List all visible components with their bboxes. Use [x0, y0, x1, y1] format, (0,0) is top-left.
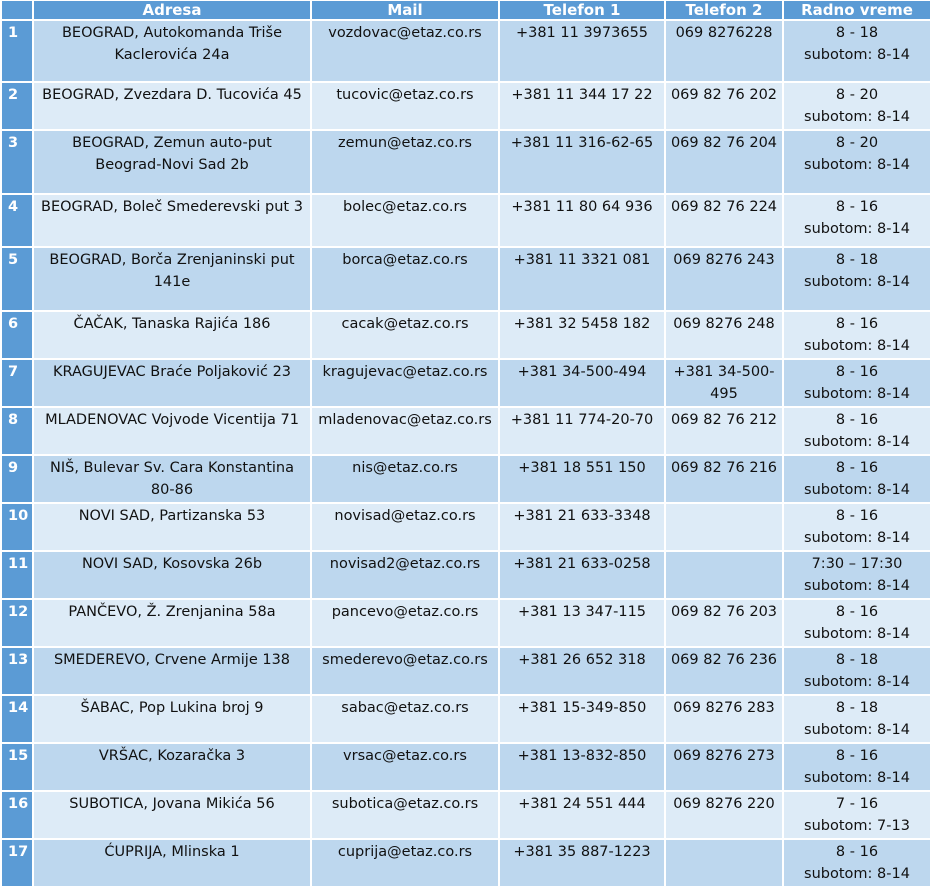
table-row [2, 83, 930, 129]
weekday-hours: 8 - 16 [835, 199, 879, 215]
row-number: 9 [2, 456, 32, 502]
saturday-hours: subotom: 8-14 [804, 386, 910, 402]
phone2-cell: 069 8276 283 [666, 696, 782, 742]
table-row [2, 21, 930, 81]
weekday-hours: 8 - 20 [835, 135, 879, 151]
mail-cell: mladenovac@etaz.co.rs [312, 408, 498, 454]
hours-cell [784, 195, 930, 246]
phone2-cell [666, 840, 782, 886]
address-cell: SUBOTICA, Jovana Mikića 56 [34, 792, 310, 838]
header-address: Adresa [34, 1, 310, 19]
phone2-cell: 069 82 76 202 [666, 83, 782, 129]
saturday-hours: subotom: 8-14 [804, 157, 910, 173]
mail-cell: subotica@etaz.co.rs [312, 792, 498, 838]
row-number: 8 [2, 408, 32, 454]
phone2-cell: 069 8276 273 [666, 744, 782, 790]
mail-cell: zemun@etaz.co.rs [312, 131, 498, 193]
header-mail: Mail [312, 1, 498, 19]
mail-cell: tucovic@etaz.co.rs [312, 83, 498, 129]
saturday-hours: subotom: 8-14 [804, 274, 910, 290]
mail-cell: vozdovac@etaz.co.rs [312, 21, 498, 81]
phone2-cell: 069 82 76 203 [666, 600, 782, 646]
saturday-hours: subotom: 8-14 [804, 866, 910, 882]
saturday-hours: subotom: 8-14 [804, 626, 910, 642]
address-cell: ĆUPRIJA, Mlinska 1 [34, 840, 310, 886]
header-row [2, 1, 930, 19]
phone1-cell: +381 32 5458 182 [500, 312, 664, 358]
header-tel1: Telefon 1 [500, 1, 664, 19]
mail-cell: vrsac@etaz.co.rs [312, 744, 498, 790]
table-row [2, 312, 930, 358]
phone1-cell: +381 13-832-850 [500, 744, 664, 790]
row-number: 13 [2, 648, 32, 694]
row-number: 6 [2, 312, 32, 358]
saturday-hours: subotom: 8-14 [804, 674, 910, 690]
phone2-cell: 069 82 76 224 [666, 195, 782, 246]
phone2-cell: 069 8276228 [666, 21, 782, 81]
table-row [2, 600, 930, 646]
phone1-cell: +381 26 652 318 [500, 648, 664, 694]
phone2-cell: 069 8276 243 [666, 248, 782, 310]
phone1-cell: +381 11 774-20-70 [500, 408, 664, 454]
hours-cell [784, 131, 930, 193]
saturday-hours: subotom: 8-14 [804, 338, 910, 354]
hours-cell [784, 840, 930, 886]
hours-cell [784, 248, 930, 310]
header-hours: Radno vreme [784, 1, 930, 19]
saturday-hours: subotom: 8-14 [804, 722, 910, 738]
address-cell: NOVI SAD, Partizanska 53 [34, 504, 310, 550]
phone1-cell: +381 24 551 444 [500, 792, 664, 838]
weekday-hours: 7:30 – 17:30 [811, 556, 903, 572]
weekday-hours: 8 - 16 [835, 508, 879, 524]
phone1-cell: +381 11 344 17 22 [500, 83, 664, 129]
mail-cell: borca@etaz.co.rs [312, 248, 498, 310]
weekday-hours: 8 - 20 [835, 87, 879, 103]
weekday-hours: 8 - 16 [835, 364, 879, 380]
phone1-cell: +381 11 80 64 936 [500, 195, 664, 246]
row-number: 17 [2, 840, 32, 886]
phone2-cell: 069 82 76 216 [666, 456, 782, 502]
row-number: 16 [2, 792, 32, 838]
phone2-cell: +381 34-500-495 [666, 360, 782, 406]
table-row [2, 131, 930, 193]
saturday-hours: subotom: 8-14 [804, 770, 910, 786]
address-cell: BEOGRAD, Borča Zrenjaninski put 141e [34, 248, 310, 310]
saturday-hours: subotom: 8-14 [804, 434, 910, 450]
phone1-cell: +381 11 3973655 [500, 21, 664, 81]
address-cell: KRAGUJEVAC Braće Poljaković 23 [34, 360, 310, 406]
hours-cell [784, 83, 930, 129]
hours-cell [784, 600, 930, 646]
row-number: 1 [2, 21, 32, 81]
address-cell: NOVI SAD, Kosovska 26b [34, 552, 310, 598]
table-row [2, 552, 930, 598]
phone1-cell: +381 21 633-3348 [500, 504, 664, 550]
table-row [2, 696, 930, 742]
address-cell: ČAČAK, Tanaska Rajića 186 [34, 312, 310, 358]
mail-cell: kragujevac@etaz.co.rs [312, 360, 498, 406]
table-row [2, 456, 930, 502]
address-cell: BEOGRAD, Boleč Smederevski put 3 [34, 195, 310, 246]
address-cell: ŠABAC, Pop Lukina broj 9 [34, 696, 310, 742]
table-row [2, 744, 930, 790]
saturday-hours: subotom: 8-14 [804, 47, 910, 63]
saturday-hours: subotom: 8-14 [804, 221, 910, 237]
phone1-cell: +381 35 887-1223 [500, 840, 664, 886]
address-cell: PANČEVO, Ž. Zrenjanina 58a [34, 600, 310, 646]
mail-cell: sabac@etaz.co.rs [312, 696, 498, 742]
phone1-cell: +381 18 551 150 [500, 456, 664, 502]
mail-cell: novisad@etaz.co.rs [312, 504, 498, 550]
table-row [2, 792, 930, 838]
saturday-hours: subotom: 8-14 [804, 578, 910, 594]
phone1-cell: +381 21 633-0258 [500, 552, 664, 598]
hours-cell [784, 504, 930, 550]
row-number: 11 [2, 552, 32, 598]
mail-cell: smederevo@etaz.co.rs [312, 648, 498, 694]
hours-cell [784, 552, 930, 598]
phone1-cell: +381 15-349-850 [500, 696, 664, 742]
phone2-cell: 069 82 76 236 [666, 648, 782, 694]
phone2-cell: 069 82 76 212 [666, 408, 782, 454]
weekday-hours: 7 - 16 [835, 796, 879, 812]
phone2-cell: 069 8276 248 [666, 312, 782, 358]
header-tel2: Telefon 2 [666, 1, 782, 19]
hours-cell [784, 21, 930, 81]
row-number: 4 [2, 195, 32, 246]
mail-cell: novisad2@etaz.co.rs [312, 552, 498, 598]
weekday-hours: 8 - 18 [835, 252, 879, 268]
table-row [2, 195, 930, 246]
weekday-hours: 8 - 16 [835, 748, 879, 764]
hours-cell [784, 648, 930, 694]
table-row [2, 360, 930, 406]
phone2-cell: 069 8276 220 [666, 792, 782, 838]
hours-cell [784, 792, 930, 838]
saturday-hours: subotom: 8-14 [804, 482, 910, 498]
phone2-cell: 069 82 76 204 [666, 131, 782, 193]
table-row [2, 840, 930, 886]
hours-cell [784, 744, 930, 790]
phone2-cell [666, 504, 782, 550]
weekday-hours: 8 - 16 [835, 412, 879, 428]
weekday-hours: 8 - 18 [835, 700, 879, 716]
address-cell: BEOGRAD, Zemun auto-put Beograd-Novi Sad 2b [34, 131, 310, 193]
table-row [2, 408, 930, 454]
mail-cell: cacak@etaz.co.rs [312, 312, 498, 358]
hours-cell [784, 696, 930, 742]
weekday-hours: 8 - 16 [835, 316, 879, 332]
weekday-hours: 8 - 18 [835, 652, 879, 668]
mail-cell: pancevo@etaz.co.rs [312, 600, 498, 646]
phone1-cell: +381 11 316-62-65 [500, 131, 664, 193]
row-number: 10 [2, 504, 32, 550]
hours-cell [784, 456, 930, 502]
mail-cell: nis@etaz.co.rs [312, 456, 498, 502]
address-cell: BEOGRAD, Zvezdara D. Tucovića 45 [34, 83, 310, 129]
row-number: 7 [2, 360, 32, 406]
phone2-cell [666, 552, 782, 598]
hours-cell [784, 408, 930, 454]
saturday-hours: subotom: 8-14 [804, 530, 910, 546]
phone1-cell: +381 11 3321 081 [500, 248, 664, 310]
row-number: 14 [2, 696, 32, 742]
weekday-hours: 8 - 16 [835, 844, 879, 860]
row-number: 2 [2, 83, 32, 129]
hours-cell [784, 312, 930, 358]
row-number: 5 [2, 248, 32, 310]
address-cell: VRŠAC, Kozaračka 3 [34, 744, 310, 790]
phone1-cell: +381 13 347-115 [500, 600, 664, 646]
table-row [2, 248, 930, 310]
hours-cell [784, 360, 930, 406]
weekday-hours: 8 - 16 [835, 460, 879, 476]
address-cell: MLADENOVAC Vojvode Vicentija 71 [34, 408, 310, 454]
weekday-hours: 8 - 16 [835, 604, 879, 620]
row-number: 3 [2, 131, 32, 193]
weekday-hours: 8 - 18 [835, 25, 879, 41]
address-cell: BEOGRAD, Autokomanda Triše Kaclerovića 24a [34, 21, 310, 81]
header-num [2, 1, 32, 19]
address-cell: SMEDEREVO, Crvene Armije 138 [34, 648, 310, 694]
phone1-cell: +381 34-500-494 [500, 360, 664, 406]
mail-cell: cuprija@etaz.co.rs [312, 840, 498, 886]
saturday-hours: subotom: 8-14 [804, 109, 910, 125]
mail-cell: bolec@etaz.co.rs [312, 195, 498, 246]
row-number: 12 [2, 600, 32, 646]
table-row [2, 504, 930, 550]
table-row [2, 648, 930, 694]
saturday-hours: subotom: 7-13 [804, 818, 910, 834]
row-number: 15 [2, 744, 32, 790]
address-cell: NIŠ, Bulevar Sv. Cara Konstantina 80-86 [34, 456, 310, 502]
